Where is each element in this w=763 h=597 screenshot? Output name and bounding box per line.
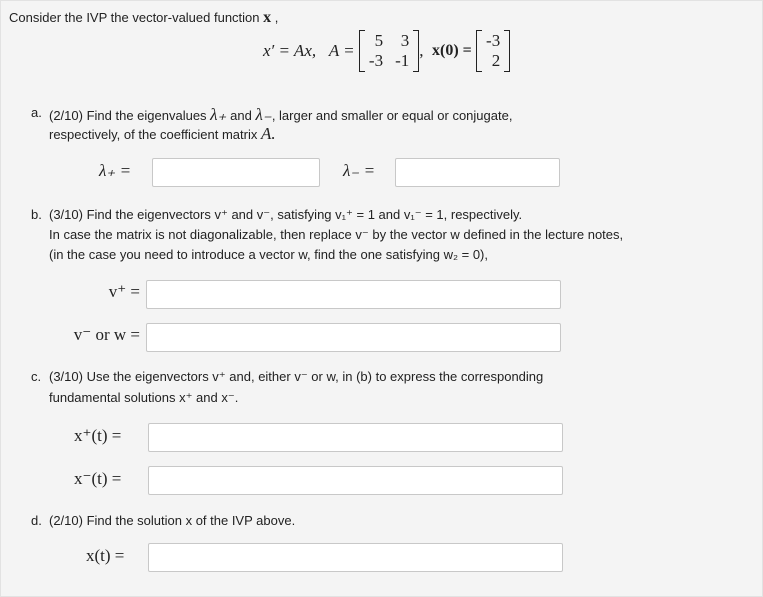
x-minus-input[interactable] (148, 466, 563, 495)
lambda-plus-input[interactable] (152, 158, 320, 187)
part-a-line2: respectively, of the coefficient matrix A. (49, 124, 276, 143)
initial-vector: -3 2 (476, 30, 510, 72)
lambda-plus-label: λ₊ = (99, 161, 132, 180)
part-c-line2: fundamental solutions x⁺ and x⁻. (49, 390, 239, 405)
part-c-line1: (3/10) Use the eigenvectors v⁺ and, either v⁻ or w, in (b) to express the corresponding (49, 369, 544, 384)
lambda-minus-label: λ₋ = (343, 161, 376, 180)
part-d-line1: (2/10) Find the solution x of the IVP above. (49, 513, 296, 528)
matrix-A: 5 3 -3 -1 (359, 30, 419, 72)
v-plus-input[interactable] (146, 280, 561, 309)
v-minus-label: v⁻ or w = (73, 325, 140, 344)
ivp-equation: x′ = Ax, A = 5 3 -3 -1 , x(0) = -3 2 (263, 29, 510, 73)
part-b-line2: In case the matrix is not diagonalizable, then replace v⁻ by the vector w defined in the lecture notes, (49, 227, 624, 242)
part-a-marker: a. (31, 105, 42, 120)
v-minus-input[interactable] (146, 323, 561, 352)
part-b-line1: (3/10) Find the eigenvectors v⁺ and v⁻, satisfying v₁⁺ = 1 and v₁⁻ = 1, respectively. (49, 207, 523, 222)
part-c-marker: c. (31, 369, 42, 384)
x-solution-input[interactable] (148, 543, 563, 572)
part-a-line1: (2/10) Find the eigenvalues λ₊ and λ₋, larger and smaller or equal or conjugate, (49, 105, 513, 124)
x-plus-input[interactable] (148, 423, 563, 452)
x-minus-label: x⁻(t) = (74, 469, 122, 488)
part-b-marker: b. (31, 207, 42, 222)
v-plus-label: v⁺ = (108, 282, 140, 301)
lambda-minus-input[interactable] (395, 158, 560, 187)
x-solution-label: x(t) = (86, 546, 125, 565)
intro-text: Consider the IVP the vector-valued function x , (9, 9, 279, 26)
x-plus-label: x⁺(t) = (74, 426, 122, 445)
part-b-line3: (in the case you need to introduce a vector w, find the one satisfying w₂ = 0), (49, 247, 488, 262)
part-d-marker: d. (31, 513, 42, 528)
